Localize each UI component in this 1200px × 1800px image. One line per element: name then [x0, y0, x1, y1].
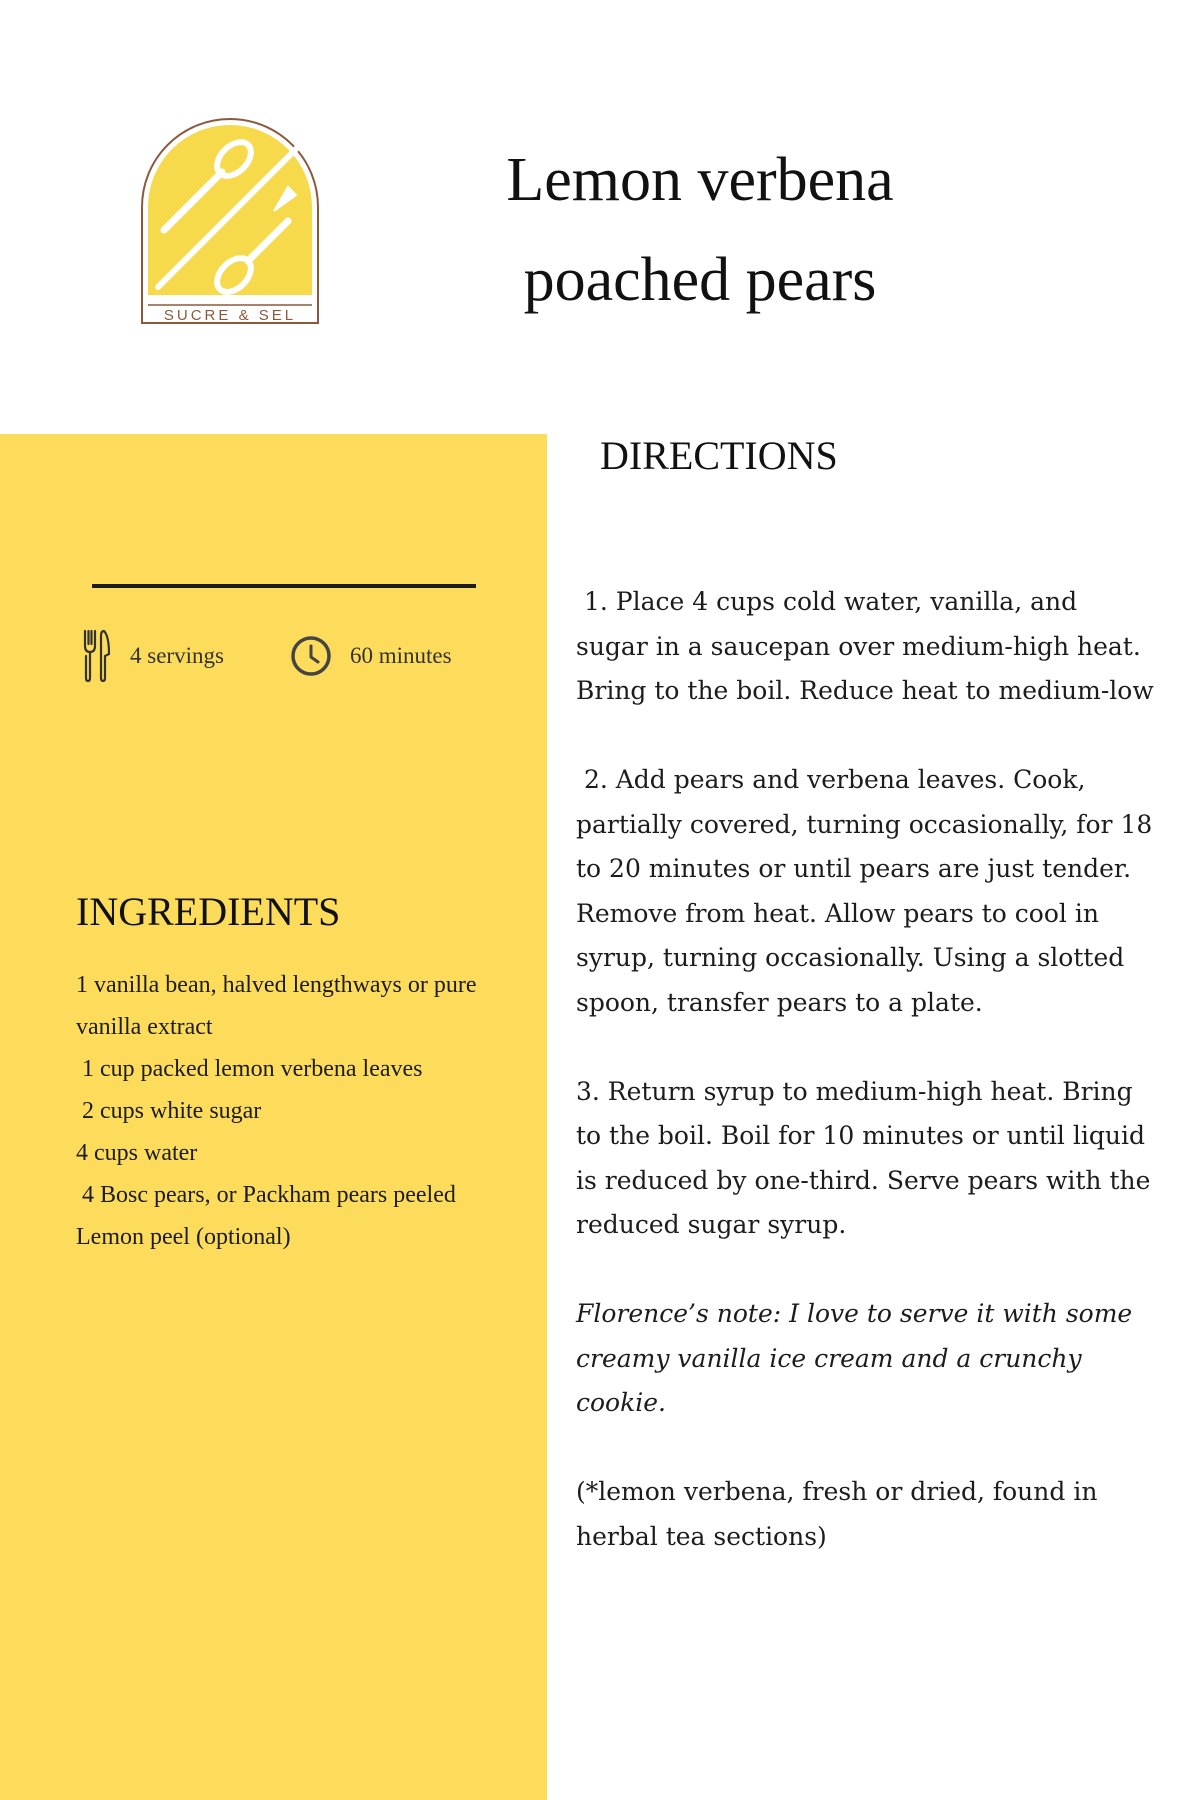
servings-text: 4 servings: [130, 643, 224, 668]
ingredient-item: Lemon peel (optional): [76, 1224, 291, 1250]
ingredients-heading: INGREDIENTS: [76, 889, 341, 934]
directions-body: [576, 580, 1161, 1604]
direction-step: 1. Place 4 cups cold water, vanilla, and sugar in a saucepan over medium-high heat. Bring to the boil. Reduce heat to medium-low: [576, 587, 1154, 705]
directions-heading: DIRECTIONS: [600, 433, 838, 478]
ingredients-list: [76, 964, 536, 1258]
footnote: (*lemon verbena, fresh or dried, found in herbal tea sections): [576, 1477, 1106, 1551]
clock-icon: [290, 635, 332, 677]
fork-knife-icon: [82, 628, 112, 684]
ingredient-item: 4 cups water: [76, 1140, 198, 1166]
ingredient-item: 4 Bosc pears, or Packham pears peeled: [76, 1182, 456, 1208]
logo-wordmark: SUCRE & SEL: [163, 307, 297, 324]
ingredient-item: 1 vanilla bean, halved lengthways or pure vanilla extract: [76, 972, 483, 1040]
recipe-title: [440, 130, 960, 330]
divider-line: [92, 584, 476, 588]
ingredient-item: 1 cup packed lemon verbena leaves: [76, 1056, 423, 1082]
time-text: 60 minutes: [350, 643, 452, 668]
florence-note: Florence’s note: I love to serve it with some creamy vanilla ice cream and a crunchy cookie.: [576, 1299, 1141, 1417]
direction-step: 3. Return syrup to medium-high heat. Bring to the boil. Boil for 10 minutes or until liquid is reduced by one-third. Serve pears with the reduced sugar syrup.: [576, 1076, 1159, 1239]
ingredient-item: 2 cups white sugar: [76, 1098, 262, 1124]
time-info: [290, 628, 452, 684]
recipe-title-line-2: poached pears: [523, 246, 877, 314]
direction-step: 2. Add pears and verbena leaves. Cook, partially covered, turning occasionally, for 18 to 20 minutes or until pears are just tender. Remove from heat. Allow pears to cool in syrup, turning occasionally. Using a slotted spoon, transfer pears to a plate.: [576, 765, 1161, 1017]
recipe-title-line-1: Lemon verbena: [506, 146, 894, 214]
servings-info: [82, 628, 224, 684]
sucre-et-sel-logo: [138, 115, 322, 327]
